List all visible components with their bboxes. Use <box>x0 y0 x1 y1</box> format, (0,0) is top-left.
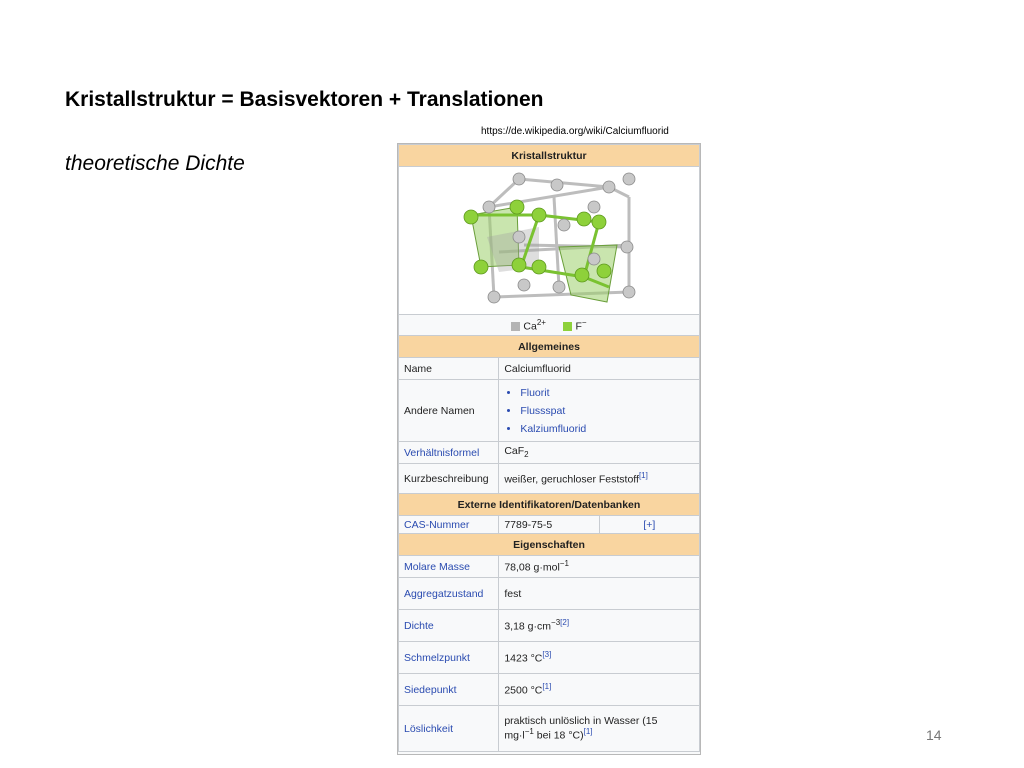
solubility-label[interactable]: Löslichkeit <box>399 706 499 752</box>
solubility-text-line2: bei 18 °C) <box>533 729 584 742</box>
slide-subtitle: theoretische Dichte <box>65 152 245 175</box>
legend-f-label: F <box>575 320 582 333</box>
other-name-item[interactable]: • Kalziumfluorid <box>520 420 694 438</box>
header-eigenschaften: Eigenschaften <box>399 534 700 556</box>
boiling-point-value <box>499 674 700 706</box>
description-ref[interactable]: [1] <box>638 471 648 481</box>
solubility-ref[interactable]: [1] <box>583 727 593 737</box>
crystal-structure-image[interactable] <box>399 167 700 315</box>
cas-expand-button[interactable]: [+] <box>599 516 699 534</box>
name-label: Name <box>399 358 499 380</box>
description-label: Kurzbeschreibung <box>399 464 499 494</box>
formula-subscript: 2 <box>524 450 529 460</box>
cas-label[interactable]: CAS-Nummer <box>399 516 499 534</box>
name-value: Calciumfluorid <box>499 358 700 380</box>
density-value <box>499 610 700 642</box>
page-number: 14 <box>926 727 942 743</box>
legend-f-charge: − <box>581 317 587 327</box>
description-text: weißer, geruchloser Feststoff <box>504 473 639 486</box>
source-url[interactable]: https://de.wikipedia.org/wiki/Calciumfluorid <box>481 126 669 137</box>
formula-base: CaF <box>504 445 525 458</box>
legend-ca-charge: 2+ <box>536 317 546 327</box>
header-allgemeines: Allgemeines <box>399 336 700 358</box>
fluorite-unit-cell-illustration <box>399 167 699 311</box>
melting-point-label[interactable]: Schmelzpunkt <box>399 642 499 674</box>
other-names-label: Andere Namen <box>399 380 499 442</box>
density-label[interactable]: Dichte <box>399 610 499 642</box>
slide-title: Kristallstruktur = Basisvektoren + Translationen <box>65 88 544 111</box>
boiling-point-ref[interactable]: [1] <box>542 682 552 692</box>
density-exponent: −3 <box>551 618 561 628</box>
melting-point-ref[interactable]: [3] <box>542 650 552 660</box>
solubility-text-unit: mg·l <box>504 729 525 742</box>
molar-mass-text: 78,08 g·mol <box>504 561 560 574</box>
atom-legend <box>399 315 700 336</box>
density-text: 3,18 g·cm <box>504 620 552 633</box>
description-value <box>499 464 700 494</box>
melting-point-value <box>499 642 700 674</box>
formula-label[interactable]: Verhältnisformel <box>399 442 499 464</box>
formula-value <box>499 442 700 464</box>
other-name-item[interactable]: • Fluorit <box>520 384 694 402</box>
legend-ca-label: Ca <box>523 320 537 333</box>
legend-f-swatch <box>563 322 572 331</box>
molar-mass-exponent: −1 <box>559 559 569 569</box>
state-value: fest <box>499 578 700 610</box>
legend-ca-swatch <box>511 322 520 331</box>
wikipedia-infobox <box>397 143 701 755</box>
solubility-text-line1: praktisch unlöslich in Wasser (15 <box>504 715 658 728</box>
header-externe-identifikatoren: Externe Identifikatoren/Datenbanken <box>399 494 700 516</box>
cas-value: 7789-75-5 <box>499 516 599 534</box>
boiling-point-label[interactable]: Siedepunkt <box>399 674 499 706</box>
state-label[interactable]: Aggregatzustand <box>399 578 499 610</box>
header-kristallstruktur: Kristallstruktur <box>399 145 700 167</box>
solubility-value <box>499 706 700 752</box>
molar-mass-value <box>499 556 700 578</box>
boiling-point-text: 2500 °C <box>504 684 543 697</box>
other-name-item[interactable]: • Flussspat <box>520 402 694 420</box>
solubility-exponent: −1 <box>524 727 534 737</box>
molar-mass-label[interactable]: Molare Masse <box>399 556 499 578</box>
melting-point-text: 1423 °C <box>504 652 543 665</box>
density-ref[interactable]: [2] <box>560 618 570 628</box>
other-names-list <box>499 380 700 442</box>
